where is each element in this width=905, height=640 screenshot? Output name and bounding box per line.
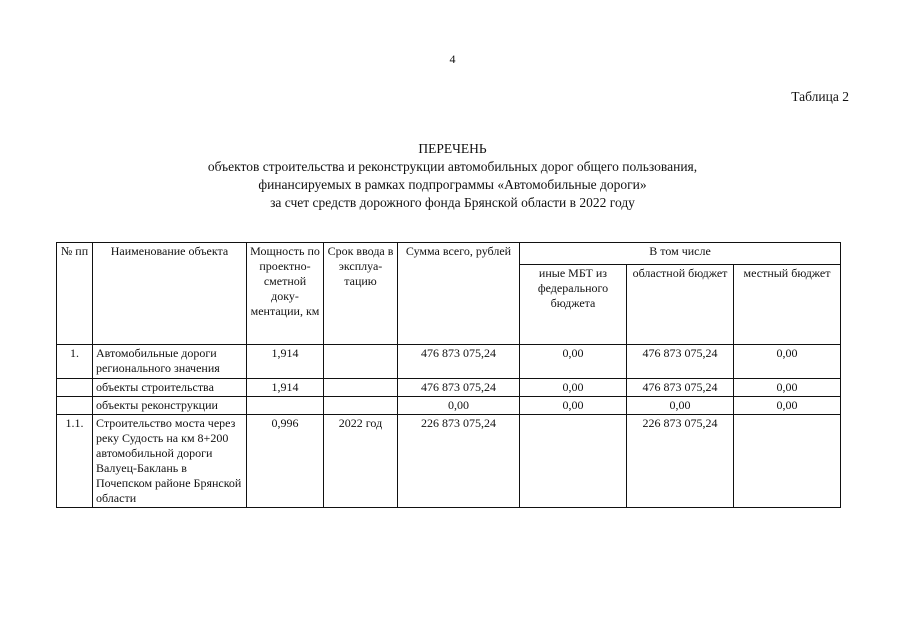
cell-regional: 226 873 075,24 (627, 415, 734, 508)
objects-table (56, 242, 841, 508)
cell-sum: 476 873 075,24 (398, 379, 520, 397)
cell-name: Автомобильные дороги регионального значения (93, 345, 247, 379)
header-sum: Сумма всего, рублей (398, 243, 520, 345)
cell-term: 2022 год (324, 415, 398, 508)
table-row (57, 379, 841, 397)
header-row-1 (57, 243, 841, 265)
cell-capacity: 1,914 (247, 345, 324, 379)
header-term: Срок ввода в эксплуа-тацию (324, 243, 398, 345)
heading-line-1: объектов строительства и реконструкции автомобильных дорог общего пользования, (207, 159, 698, 174)
cell-num (57, 379, 93, 397)
header-local: местный бюджет (734, 265, 841, 345)
cell-regional: 476 873 075,24 (627, 345, 734, 379)
cell-name: объекты реконструкции (93, 397, 247, 415)
header-regional: областной бюджет (627, 265, 734, 345)
cell-federal: 0,00 (520, 397, 627, 415)
table-row (57, 397, 841, 415)
table-number: Таблица 2 (791, 89, 849, 104)
cell-capacity (247, 397, 324, 415)
cell-federal (520, 415, 627, 508)
cell-sum: 0,00 (398, 397, 520, 415)
table-row (57, 415, 841, 508)
cell-capacity: 0,996 (247, 415, 324, 508)
document-heading (0, 140, 905, 212)
cell-term (324, 345, 398, 379)
cell-sum: 476 873 075,24 (398, 345, 520, 379)
header-num: № пп (57, 243, 93, 345)
cell-num (57, 397, 93, 415)
cell-name: объекты строительства (93, 379, 247, 397)
heading-line-3: за счет средств дорожного фонда Брянской области в 2022 году (270, 195, 635, 210)
cell-federal: 0,00 (520, 345, 627, 379)
heading-title: ПЕРЕЧЕНЬ (418, 141, 487, 156)
cell-local: 0,00 (734, 397, 841, 415)
cell-local: 0,00 (734, 379, 841, 397)
header-capacity: Мощность по проектно-сметной доку-ментации, км (247, 243, 324, 345)
cell-regional: 0,00 (627, 397, 734, 415)
cell-regional: 476 873 075,24 (627, 379, 734, 397)
table-body (57, 243, 841, 508)
cell-num: 1. (57, 345, 93, 379)
cell-name: Строительство моста через реку Судость на км 8+200 автомобильной дороги Валуец-Баклань в Почепском районе Брянской области (93, 415, 247, 508)
page-number: 4 (449, 52, 456, 66)
cell-sum: 226 873 075,24 (398, 415, 520, 508)
cell-term (324, 397, 398, 415)
heading-line-2: финансируемых в рамках подпрограммы «Автомобильные дороги» (258, 177, 647, 192)
cell-num: 1.1. (57, 415, 93, 508)
cell-term (324, 379, 398, 397)
table-row (57, 345, 841, 379)
header-federal: иные МБТ из федерального бюджета (520, 265, 627, 345)
cell-capacity: 1,914 (247, 379, 324, 397)
cell-local: 0,00 (734, 345, 841, 379)
cell-federal: 0,00 (520, 379, 627, 397)
header-including: В том числе (520, 243, 841, 265)
header-name: Наименование объекта (93, 243, 247, 345)
cell-local (734, 415, 841, 508)
